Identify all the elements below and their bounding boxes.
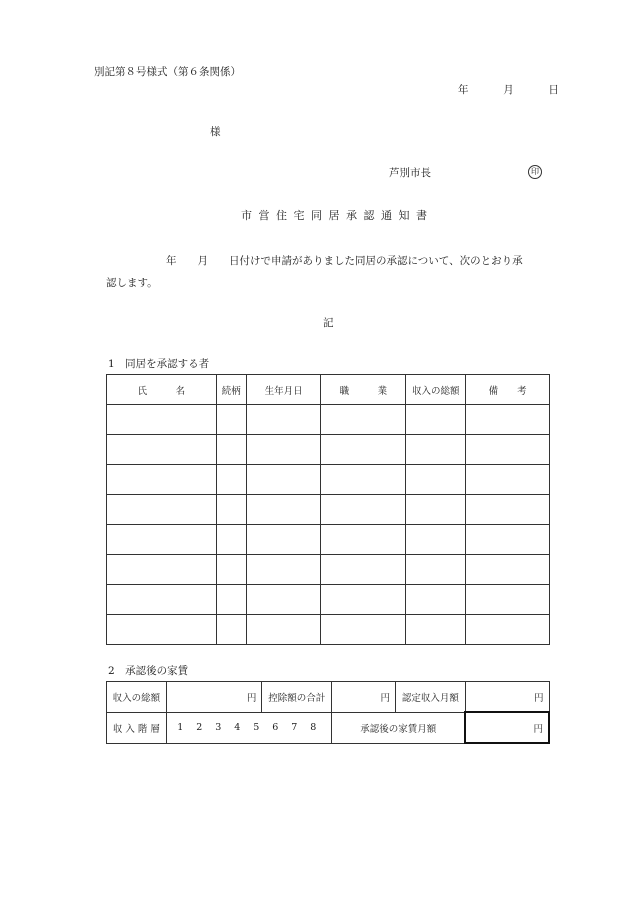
issuer-name: 芦別市長 (389, 167, 431, 179)
rent-row-2 (107, 712, 550, 743)
deduction-field[interactable]: 円 (332, 682, 396, 713)
table-cell[interactable] (216, 495, 246, 525)
table-row (107, 615, 550, 645)
date-day: 日 (548, 84, 559, 96)
table-cell[interactable] (406, 615, 466, 645)
cohabitant-table (106, 374, 550, 645)
table-cell[interactable] (321, 555, 406, 585)
table-cell[interactable] (246, 405, 321, 435)
table-row (107, 435, 550, 465)
table-cell[interactable] (321, 615, 406, 645)
section2-heading: 2 承認後の家賃 (108, 665, 189, 677)
col-remarks: 備 考 (466, 375, 550, 405)
addressee-suffix: 様 (210, 126, 221, 138)
table-cell[interactable] (321, 435, 406, 465)
table-cell[interactable] (216, 615, 246, 645)
table-cell[interactable] (466, 435, 550, 465)
income-level-label: 収 入 階 層 (107, 712, 167, 743)
table-cell[interactable] (246, 495, 321, 525)
date-line (458, 82, 559, 97)
level-option[interactable]: 3 (215, 722, 222, 733)
ki-marker: 記 (323, 317, 334, 329)
table-cell[interactable] (107, 555, 217, 585)
income-level-options[interactable] (166, 712, 331, 743)
table-row (107, 495, 550, 525)
table-row (107, 525, 550, 555)
level-option[interactable]: 8 (310, 722, 317, 733)
table-cell[interactable] (107, 405, 217, 435)
table-cell[interactable] (406, 465, 466, 495)
table-cell[interactable] (321, 495, 406, 525)
table-cell[interactable] (216, 585, 246, 615)
table-cell[interactable] (246, 555, 321, 585)
table-row (107, 585, 550, 615)
table-cell[interactable] (107, 525, 217, 555)
level-option[interactable]: 5 (253, 722, 260, 733)
table-cell[interactable] (216, 555, 246, 585)
table-cell[interactable] (107, 495, 217, 525)
col-birthdate: 生年月日 (246, 375, 321, 405)
date-year: 年 (458, 84, 469, 96)
rent-row-1 (107, 682, 550, 713)
income-total-field[interactable]: 円 (166, 682, 262, 713)
col-occupation: 職 業 (321, 375, 406, 405)
table-row (107, 405, 550, 435)
table-cell[interactable] (216, 525, 246, 555)
certified-income-label: 認定収入月額 (395, 682, 465, 713)
table-cell[interactable] (466, 495, 550, 525)
seal-mark: 印 (528, 165, 542, 179)
body-line-1: 年 月 日付けで申請がありました同居の承認について、次のとおり承 (166, 255, 523, 267)
table-cell[interactable] (216, 435, 246, 465)
table-cell[interactable] (321, 585, 406, 615)
col-income: 収入の総額 (406, 375, 466, 405)
table-cell[interactable] (466, 615, 550, 645)
rent-field[interactable]: 円 (465, 712, 549, 743)
table-cell[interactable] (466, 465, 550, 495)
col-name: 氏 名 (107, 375, 217, 405)
deduction-label: 控除額の合計 (262, 682, 332, 713)
table-cell[interactable] (246, 525, 321, 555)
table-cell[interactable] (406, 495, 466, 525)
table-cell[interactable] (321, 465, 406, 495)
table-header-row (107, 375, 550, 405)
table-cell[interactable] (406, 435, 466, 465)
table-row (107, 555, 550, 585)
table-cell[interactable] (107, 615, 217, 645)
form-label: 別記第８号様式（第６条関係） (94, 66, 241, 78)
level-option[interactable]: 2 (196, 722, 203, 733)
body-line-2: 認します。 (106, 277, 158, 289)
table-cell[interactable] (406, 585, 466, 615)
table-cell[interactable] (466, 405, 550, 435)
col-relation: 続柄 (216, 375, 246, 405)
table-cell[interactable] (466, 525, 550, 555)
table-cell[interactable] (466, 585, 550, 615)
table-cell[interactable] (246, 615, 321, 645)
body-text (96, 250, 576, 294)
date-month: 月 (503, 84, 514, 96)
section1-heading: 1 同居を承認する者 (108, 358, 210, 370)
table-cell[interactable] (107, 465, 217, 495)
income-total-label: 収入の総額 (107, 682, 167, 713)
table-cell[interactable] (321, 525, 406, 555)
table-row (107, 465, 550, 495)
table-cell[interactable] (107, 435, 217, 465)
table-cell[interactable] (246, 585, 321, 615)
level-option[interactable]: 7 (291, 722, 298, 733)
table-cell[interactable] (406, 525, 466, 555)
table-cell[interactable] (466, 555, 550, 585)
level-option[interactable]: 6 (272, 722, 279, 733)
certified-income-field[interactable]: 円 (465, 682, 549, 713)
table-cell[interactable] (406, 555, 466, 585)
document-title: 市営住宅同居承認通知書 (241, 209, 434, 222)
table-cell[interactable] (216, 405, 246, 435)
rent-table (106, 681, 550, 744)
table-cell[interactable] (246, 465, 321, 495)
table-cell[interactable] (107, 585, 217, 615)
rent-label: 承認後の家賃月額 (332, 712, 466, 743)
table-cell[interactable] (321, 405, 406, 435)
table-cell[interactable] (406, 405, 466, 435)
level-option[interactable]: 4 (234, 722, 241, 733)
table-cell[interactable] (216, 465, 246, 495)
table-cell[interactable] (246, 435, 321, 465)
level-option[interactable]: 1 (177, 722, 184, 733)
